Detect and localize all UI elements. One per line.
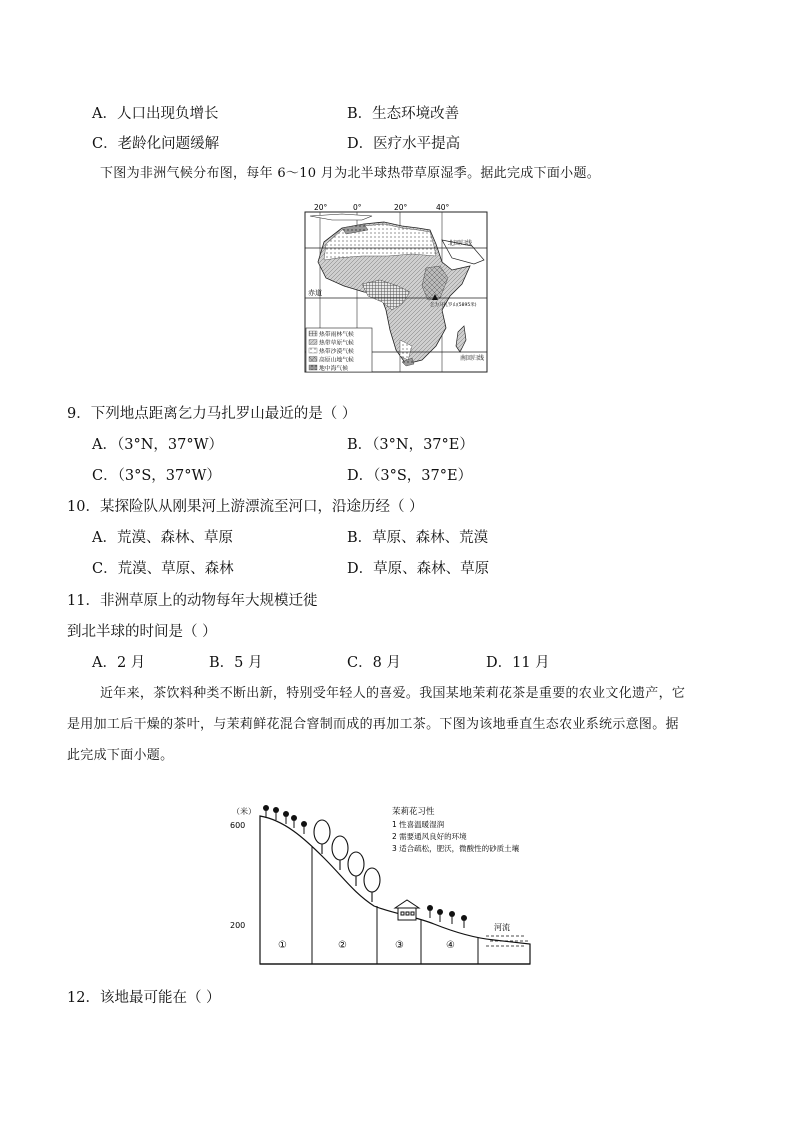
q10-option-c: C．荒漠、草原、森林 <box>92 561 234 577</box>
intro-tea-line2: 是用加工后干燥的茶叶，与茉莉鲜花混合窨制而成的再加工茶。下图为该地垂直生态农业系统示意图。据 <box>67 717 679 732</box>
habit-1: 1 性喜温暖湿润 <box>392 820 445 829</box>
q9-option-b: B．（3°N，37°E） <box>347 437 474 453</box>
q8-option-a: A．人口出现负增长 <box>92 106 219 122</box>
q10-option-b: B．草原、森林、荒漠 <box>347 530 489 546</box>
q9-option-d: D．（3°S，37°E） <box>347 468 473 484</box>
q10-option-a: A．荒漠、森林、草原 <box>92 530 233 546</box>
q8-option-b: B．生态环境改善 <box>347 106 460 122</box>
legend-desert: 热带沙漠气候 <box>319 349 354 355</box>
q8-option-d: D．医疗水平提高 <box>347 136 461 152</box>
q11-option-d: D．11 月 <box>486 655 550 671</box>
zone-3: ③ <box>395 940 404 951</box>
q9-option-c: C．（3°S，37°W） <box>92 468 221 484</box>
vertical-agriculture-diagram <box>224 798 540 970</box>
lon-label-20w: 20° <box>314 203 328 212</box>
q11-stem-line1: 11．非洲草原上的动物每年大规模迁徙 <box>67 593 318 609</box>
legend-mediterranean: 地中海气候 <box>319 366 348 372</box>
habit-title: 茉莉花习性 <box>392 807 435 817</box>
q10-stem: 10．某探险队从刚果河上游漂流至河口，沿途历经（ ） <box>67 499 424 515</box>
y-tick-600: 600 <box>230 821 246 830</box>
intro-africa: 下图为非洲气候分布图，每年 6～10 月为北半球热带草原湿季。据此完成下面小题。 <box>100 166 601 181</box>
river-label: 河流 <box>494 923 510 932</box>
lon-label-40e: 40° <box>436 203 450 212</box>
lon-label-20e: 20° <box>394 203 408 212</box>
legend-savanna: 热带草原气候 <box>319 340 354 347</box>
q11-stem-line2: 到北半球的时间是（ ） <box>67 624 217 640</box>
legend-rainforest: 热带雨林气候 <box>319 332 354 338</box>
map-legend <box>306 328 372 372</box>
y-tick-200: 200 <box>230 921 246 930</box>
q11-option-b: B．5 月 <box>209 655 263 671</box>
q9-stem: 9．下列地点距离乞力马扎罗山最近的是（ ） <box>67 406 357 422</box>
q10-option-d: D．草原、森林、草原 <box>347 561 490 577</box>
zone-2: ② <box>338 940 347 951</box>
legend-plateau: 高原山地气候 <box>319 357 354 364</box>
equator-label: 赤道 <box>308 289 322 297</box>
africa-climate-map <box>302 200 490 374</box>
intro-tea-line3: 此完成下面小题。 <box>67 748 174 763</box>
q11-option-a: A．2 月 <box>92 655 146 671</box>
habit-2: 2 需要通风良好的环境 <box>392 832 467 841</box>
y-unit-label: （米） <box>232 807 256 816</box>
q9-option-a: A．（3°N，37°W） <box>92 437 223 453</box>
q12-stem: 12．该地最可能在（ ） <box>67 990 221 1006</box>
zone-4: ④ <box>446 940 455 951</box>
lon-label-0: 0° <box>353 203 362 212</box>
tropic-cancer-label: 北回归线 <box>448 240 473 247</box>
zone-1: ① <box>278 940 287 951</box>
q11-option-c: C．8 月 <box>347 655 401 671</box>
habit-3: 3 适合疏松，肥沃，微酸性的砂质土壤 <box>392 844 520 853</box>
intro-tea-line1: 近年来，茶饮料种类不断出新，特别受年轻人的喜爱。我国某地茉莉花茶是重要的农业文化遗产，它 <box>100 686 686 701</box>
tropic-capricorn-label: 南回归线 <box>460 355 485 362</box>
kilimanjaro-label: 乞力马扎罗山(5895米) <box>430 303 477 308</box>
q8-option-c: C．老龄化问题缓解 <box>92 136 220 152</box>
